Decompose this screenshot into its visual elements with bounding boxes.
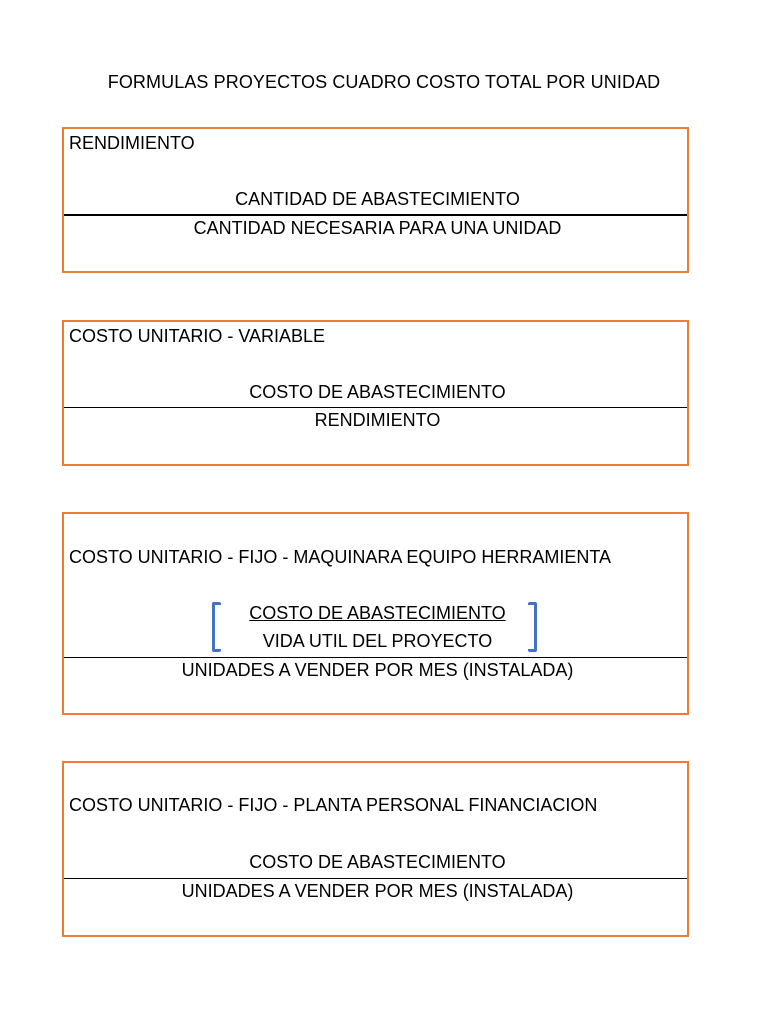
formula-numerator: CANTIDAD DE ABASTECIMIENTO [235,189,520,209]
fraction-line [64,657,687,658]
formula-label: COSTO UNITARIO - FIJO - MAQUINARA EQUIPO HERRAMIENTA [69,547,612,567]
formula-label: RENDIMIENTO [69,133,195,153]
formula-numerator: COSTO DE ABASTECIMIENTO [249,852,506,872]
formula-box-rendimiento [62,127,689,273]
fraction-line [64,214,687,216]
fraction-line [64,407,687,408]
formula-box-costo-fijo-maquinaria [62,512,689,715]
formula-denominator: RENDIMIENTO [314,410,441,430]
formula-box-costo-variable [62,320,689,466]
right-bracket-icon [528,602,537,652]
formula-denominator: UNIDADES A VENDER POR MES (INSTALADA) [181,660,574,680]
fraction-line [64,878,687,879]
inner-numerator: COSTO DE ABASTECIMIENTO [249,603,506,623]
formula-numerator: COSTO DE ABASTECIMIENTO [249,382,506,402]
formula-label: COSTO UNITARIO - VARIABLE [69,326,326,346]
inner-denominator: VIDA UTIL DEL PROYECTO [262,631,493,651]
formula-box-costo-fijo-planta [62,761,689,937]
formula-denominator: UNIDADES A VENDER POR MES (INSTALADA) [181,881,574,901]
page-title: FORMULAS PROYECTOS CUADRO COSTO TOTAL POR UNIDAD [107,72,661,92]
formula-label: COSTO UNITARIO - FIJO - PLANTA PERSONAL FINANCIACION [69,795,598,815]
formula-denominator: CANTIDAD NECESARIA PARA UNA UNIDAD [193,218,562,238]
